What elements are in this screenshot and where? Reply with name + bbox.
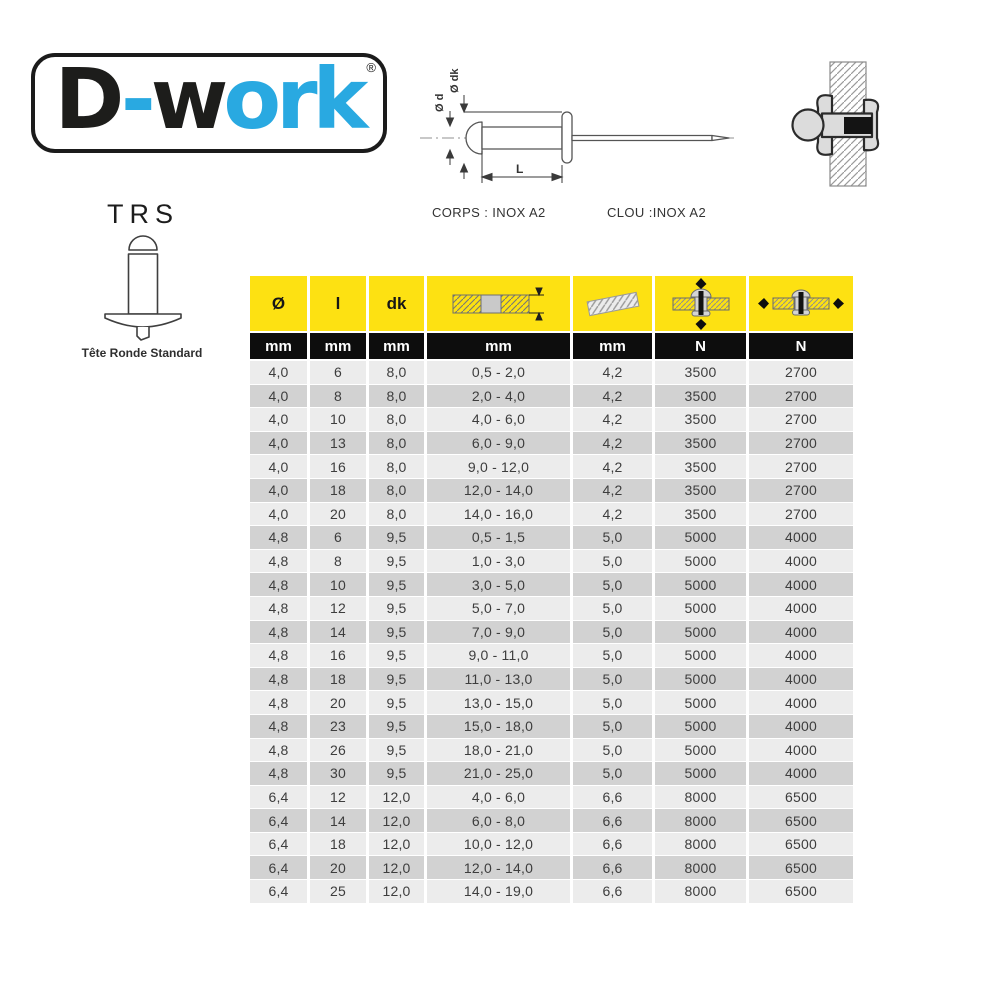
table-cell: 10 (310, 408, 366, 431)
unit-cell: mm (250, 333, 307, 359)
table-cell: 3500 (655, 385, 746, 408)
unit-cell: mm (427, 333, 570, 359)
label-length: L (516, 162, 524, 176)
table-cell: 2700 (749, 385, 853, 408)
table-cell: 9,5 (369, 668, 424, 691)
table-cell: 6,6 (573, 880, 652, 903)
unit-cell: N (655, 333, 746, 359)
table-row (250, 668, 853, 691)
table-cell: 9,5 (369, 644, 424, 667)
table-body (250, 361, 853, 904)
dwork-logo-text (54, 50, 364, 148)
table-cell: 4,0 (250, 479, 307, 502)
table-cell: 4,8 (250, 762, 307, 785)
table-cell: 8000 (655, 880, 746, 903)
table-cell: 4,8 (250, 739, 307, 762)
table-cell: 5000 (655, 739, 746, 762)
table-cell: 15,0 - 18,0 (427, 715, 570, 738)
table-cell: 5,0 (573, 668, 652, 691)
table-cell: 5000 (655, 691, 746, 714)
logo-letters-ork: ork (223, 50, 364, 148)
table-cell: 8,0 (369, 408, 424, 431)
logo-letter-w: w (150, 50, 224, 148)
table-cell: 5,0 (573, 573, 652, 596)
table-cell: 5,0 (573, 597, 652, 620)
table-cell: 12,0 (369, 856, 424, 879)
table-cell: 4,2 (573, 408, 652, 431)
table-row (250, 856, 853, 879)
table-cell: 6,4 (250, 809, 307, 832)
table-cell: 4,0 (250, 408, 307, 431)
table-cell: 8000 (655, 809, 746, 832)
table-cell: 5,0 (573, 644, 652, 667)
mandrel-material-label: CLOU :INOX A2 (607, 205, 707, 220)
table-cell: 5,0 (573, 526, 652, 549)
rivet-head (466, 122, 482, 154)
table-cell: 5,0 (573, 739, 652, 762)
table-cell: 6,6 (573, 809, 652, 832)
clamped-plate-bottom (830, 136, 866, 186)
table-cell: 3500 (655, 432, 746, 455)
table-cell: 4000 (749, 526, 853, 549)
rivet-body (482, 127, 562, 149)
table-cell: 4,2 (573, 455, 652, 478)
table-cell: 2700 (749, 479, 853, 502)
table-row (250, 880, 853, 903)
rivet-flange (105, 314, 181, 327)
table-cell: 6,0 - 8,0 (427, 809, 570, 832)
table-cell: 4,8 (250, 621, 307, 644)
table-cell: 4,8 (250, 550, 307, 573)
table-cell: 8 (310, 385, 366, 408)
table-cell: 12,0 - 14,0 (427, 856, 570, 879)
table-cell: 18 (310, 668, 366, 691)
rivet-flange (562, 112, 572, 163)
table-cell: 4000 (749, 668, 853, 691)
table-cell: 5,0 (573, 762, 652, 785)
table-cell: 4,8 (250, 715, 307, 738)
col-header-length: l (310, 276, 366, 331)
table-row (250, 739, 853, 762)
table-cell: 6,4 (250, 786, 307, 809)
table-row (250, 550, 853, 573)
table-cell: 2700 (749, 432, 853, 455)
table-cell: 4000 (749, 597, 853, 620)
table-cell: 8,0 (369, 479, 424, 502)
table-cell: 5,0 - 7,0 (427, 597, 570, 620)
table-cell: 5,0 (573, 621, 652, 644)
table-cell: 5,0 (573, 550, 652, 573)
rivet-dimension-diagram (412, 55, 742, 205)
table-cell: 4000 (749, 739, 853, 762)
table-cell: 3500 (655, 479, 746, 502)
table-cell: 9,5 (369, 573, 424, 596)
table-cell: 0,5 - 2,0 (427, 361, 570, 384)
table-cell: 26 (310, 739, 366, 762)
table-cell: 14,0 - 16,0 (427, 503, 570, 526)
table-cell: 0,5 - 1,5 (427, 526, 570, 549)
table-cell: 6,0 - 9,0 (427, 432, 570, 455)
rivet-mandrel-stub (137, 327, 149, 340)
table-cell: 4,8 (250, 691, 307, 714)
table-row (250, 361, 853, 384)
table-cell: 18 (310, 479, 366, 502)
table-cell: 1,0 - 3,0 (427, 550, 570, 573)
table-row (250, 455, 853, 478)
table-cell: 10,0 - 12,0 (427, 833, 570, 856)
table-cell: 6,4 (250, 833, 307, 856)
rivet-mandrel (572, 136, 712, 141)
table-cell: 6,6 (573, 786, 652, 809)
table-cell: 4000 (749, 573, 853, 596)
head-type-caption: Tête Ronde Standard (81, 346, 203, 360)
table-row (250, 597, 853, 620)
table-cell: 4,0 - 6,0 (427, 786, 570, 809)
mandrel-head (793, 110, 824, 141)
table-row (250, 762, 853, 785)
unit-cell: N (749, 333, 853, 359)
col-header-drill-hole (573, 276, 652, 331)
table-cell: 18 (310, 833, 366, 856)
mandrel-tip (712, 136, 729, 141)
table-cell: 2700 (749, 361, 853, 384)
table-cell: 8000 (655, 856, 746, 879)
table-cell: 4,2 (573, 503, 652, 526)
table-cell: 5000 (655, 526, 746, 549)
table-cell: 4,0 (250, 455, 307, 478)
trs-rivet-illustration (101, 230, 185, 344)
table-cell: 20 (310, 503, 366, 526)
table-row (250, 432, 853, 455)
table-cell: 8,0 (369, 385, 424, 408)
table-cell: 4,8 (250, 526, 307, 549)
table-cell: 9,5 (369, 526, 424, 549)
table-cell: 6500 (749, 786, 853, 809)
table-cell: 5000 (655, 715, 746, 738)
table-cell: 4,0 - 6,0 (427, 408, 570, 431)
table-header-row (250, 276, 853, 331)
table-cell: 7,0 - 9,0 (427, 621, 570, 644)
clamped-plate-top (830, 62, 866, 115)
table-cell: 25 (310, 880, 366, 903)
rivet-body (129, 254, 158, 314)
table-row (250, 833, 853, 856)
table-cell: 3500 (655, 503, 746, 526)
unit-cell: mm (573, 333, 652, 359)
table-cell: 9,5 (369, 691, 424, 714)
table-cell: 16 (310, 455, 366, 478)
table-cell: 4,2 (573, 385, 652, 408)
table-cell: 4000 (749, 550, 853, 573)
col-header-diameter: Ø (250, 276, 307, 331)
installed-rivet-cross-section (788, 60, 894, 188)
table-cell: 2,0 - 4,0 (427, 385, 570, 408)
table-cell: 30 (310, 762, 366, 785)
table-cell: 14 (310, 621, 366, 644)
drill-hole-icon (584, 289, 642, 319)
table-cell: 4000 (749, 762, 853, 785)
table-cell: 2700 (749, 503, 853, 526)
table-cell: 20 (310, 856, 366, 879)
table-cell: 8,0 (369, 361, 424, 384)
table-cell: 8 (310, 550, 366, 573)
table-cell: 9,5 (369, 550, 424, 573)
table-cell: 13,0 - 15,0 (427, 691, 570, 714)
table-cell: 5000 (655, 644, 746, 667)
table-cell: 13 (310, 432, 366, 455)
table-row (250, 809, 853, 832)
table-cell: 8,0 (369, 455, 424, 478)
table-cell: 4,2 (573, 361, 652, 384)
table-cell: 5000 (655, 550, 746, 573)
table-cell: 4,2 (573, 432, 652, 455)
unit-cell: mm (369, 333, 424, 359)
table-cell: 6 (310, 361, 366, 384)
table-cell: 10 (310, 573, 366, 596)
table-cell: 9,5 (369, 762, 424, 785)
table-cell: 6 (310, 526, 366, 549)
table-cell: 12,0 (369, 786, 424, 809)
table-cell: 8,0 (369, 432, 424, 455)
table-row (250, 503, 853, 526)
table-cell: 2700 (749, 455, 853, 478)
registered-trademark-icon: ® (366, 60, 376, 75)
table-cell: 6500 (749, 833, 853, 856)
table-cell: 4,0 (250, 503, 307, 526)
table-cell: 14 (310, 809, 366, 832)
table-units-row (250, 333, 853, 359)
table-cell: 12,0 (369, 880, 424, 903)
table-cell: 4,8 (250, 644, 307, 667)
table-row (250, 526, 853, 549)
table-cell: 4000 (749, 691, 853, 714)
col-header-tensile-strength (655, 276, 746, 331)
table-row (250, 408, 853, 431)
table-cell: 4000 (749, 644, 853, 667)
table-cell: 6,6 (573, 833, 652, 856)
table-cell: 4,8 (250, 573, 307, 596)
table-cell: 6500 (749, 809, 853, 832)
table-cell: 5000 (655, 621, 746, 644)
table-cell: 4000 (749, 621, 853, 644)
table-cell: 4,2 (573, 479, 652, 502)
table-cell: 4,8 (250, 597, 307, 620)
table-cell: 4,8 (250, 668, 307, 691)
table-cell: 6500 (749, 856, 853, 879)
col-header-head-diameter: dk (369, 276, 424, 331)
table-row (250, 715, 853, 738)
broken-mandrel-core (844, 117, 872, 134)
table-cell: 3,0 - 5,0 (427, 573, 570, 596)
table-cell: 8,0 (369, 503, 424, 526)
table-cell: 4000 (749, 715, 853, 738)
table-cell: 5,0 (573, 715, 652, 738)
table-row (250, 644, 853, 667)
table-row (250, 621, 853, 644)
logo-letter-d: D (54, 50, 121, 148)
unit-cell: mm (310, 333, 366, 359)
table-cell: 3500 (655, 455, 746, 478)
table-row (250, 479, 853, 502)
table-cell: 12,0 (369, 833, 424, 856)
col-header-grip-range (427, 276, 570, 331)
table-cell: 9,0 - 11,0 (427, 644, 570, 667)
table-cell: 9,5 (369, 621, 424, 644)
table-row (250, 573, 853, 596)
table-cell: 12,0 - 14,0 (427, 479, 570, 502)
body-material-label: CORPS : INOX A2 (432, 205, 546, 220)
table-cell: 5000 (655, 762, 746, 785)
table-cell: 12 (310, 597, 366, 620)
table-cell: 9,5 (369, 739, 424, 762)
product-code: TRS (107, 199, 179, 229)
col-header-shear-strength (749, 276, 853, 331)
table-cell: 5000 (655, 597, 746, 620)
rivet-dome-head (129, 236, 157, 250)
table-row (250, 691, 853, 714)
table-cell: 8000 (655, 833, 746, 856)
table-cell: 9,5 (369, 715, 424, 738)
grip-range-icon (451, 287, 547, 321)
table-cell: 12 (310, 786, 366, 809)
table-cell: 23 (310, 715, 366, 738)
table-cell: 3500 (655, 361, 746, 384)
table-cell: 18,0 - 21,0 (427, 739, 570, 762)
table-cell: 14,0 - 19,0 (427, 880, 570, 903)
logo-hyphen: - (120, 50, 151, 148)
table-cell: 4,0 (250, 361, 307, 384)
table-cell: 6,4 (250, 880, 307, 903)
shear-strength-icon (758, 284, 844, 324)
table-cell: 6500 (749, 880, 853, 903)
table-cell: 20 (310, 691, 366, 714)
table-cell: 5000 (655, 573, 746, 596)
label-head-diameter: Ø dk (449, 68, 461, 93)
table-cell: 8000 (655, 786, 746, 809)
table-cell: 21,0 - 25,0 (427, 762, 570, 785)
table-cell: 6,6 (573, 856, 652, 879)
dwork-logo (31, 50, 387, 153)
table-cell: 16 (310, 644, 366, 667)
rivet-spec-table (250, 276, 853, 904)
table-cell: 12,0 (369, 809, 424, 832)
table-cell: 11,0 - 13,0 (427, 668, 570, 691)
table-cell: 2700 (749, 408, 853, 431)
table-cell: 6,4 (250, 856, 307, 879)
table-row (250, 786, 853, 809)
table-cell: 4,0 (250, 385, 307, 408)
table-cell: 9,0 - 12,0 (427, 455, 570, 478)
label-body-diameter: Ø d (434, 93, 446, 112)
table-cell: 4,0 (250, 432, 307, 455)
tensile-strength-icon (671, 278, 731, 330)
table-cell: 9,5 (369, 597, 424, 620)
table-row (250, 385, 853, 408)
table-cell: 5000 (655, 668, 746, 691)
table-cell: 3500 (655, 408, 746, 431)
table-cell: 5,0 (573, 691, 652, 714)
